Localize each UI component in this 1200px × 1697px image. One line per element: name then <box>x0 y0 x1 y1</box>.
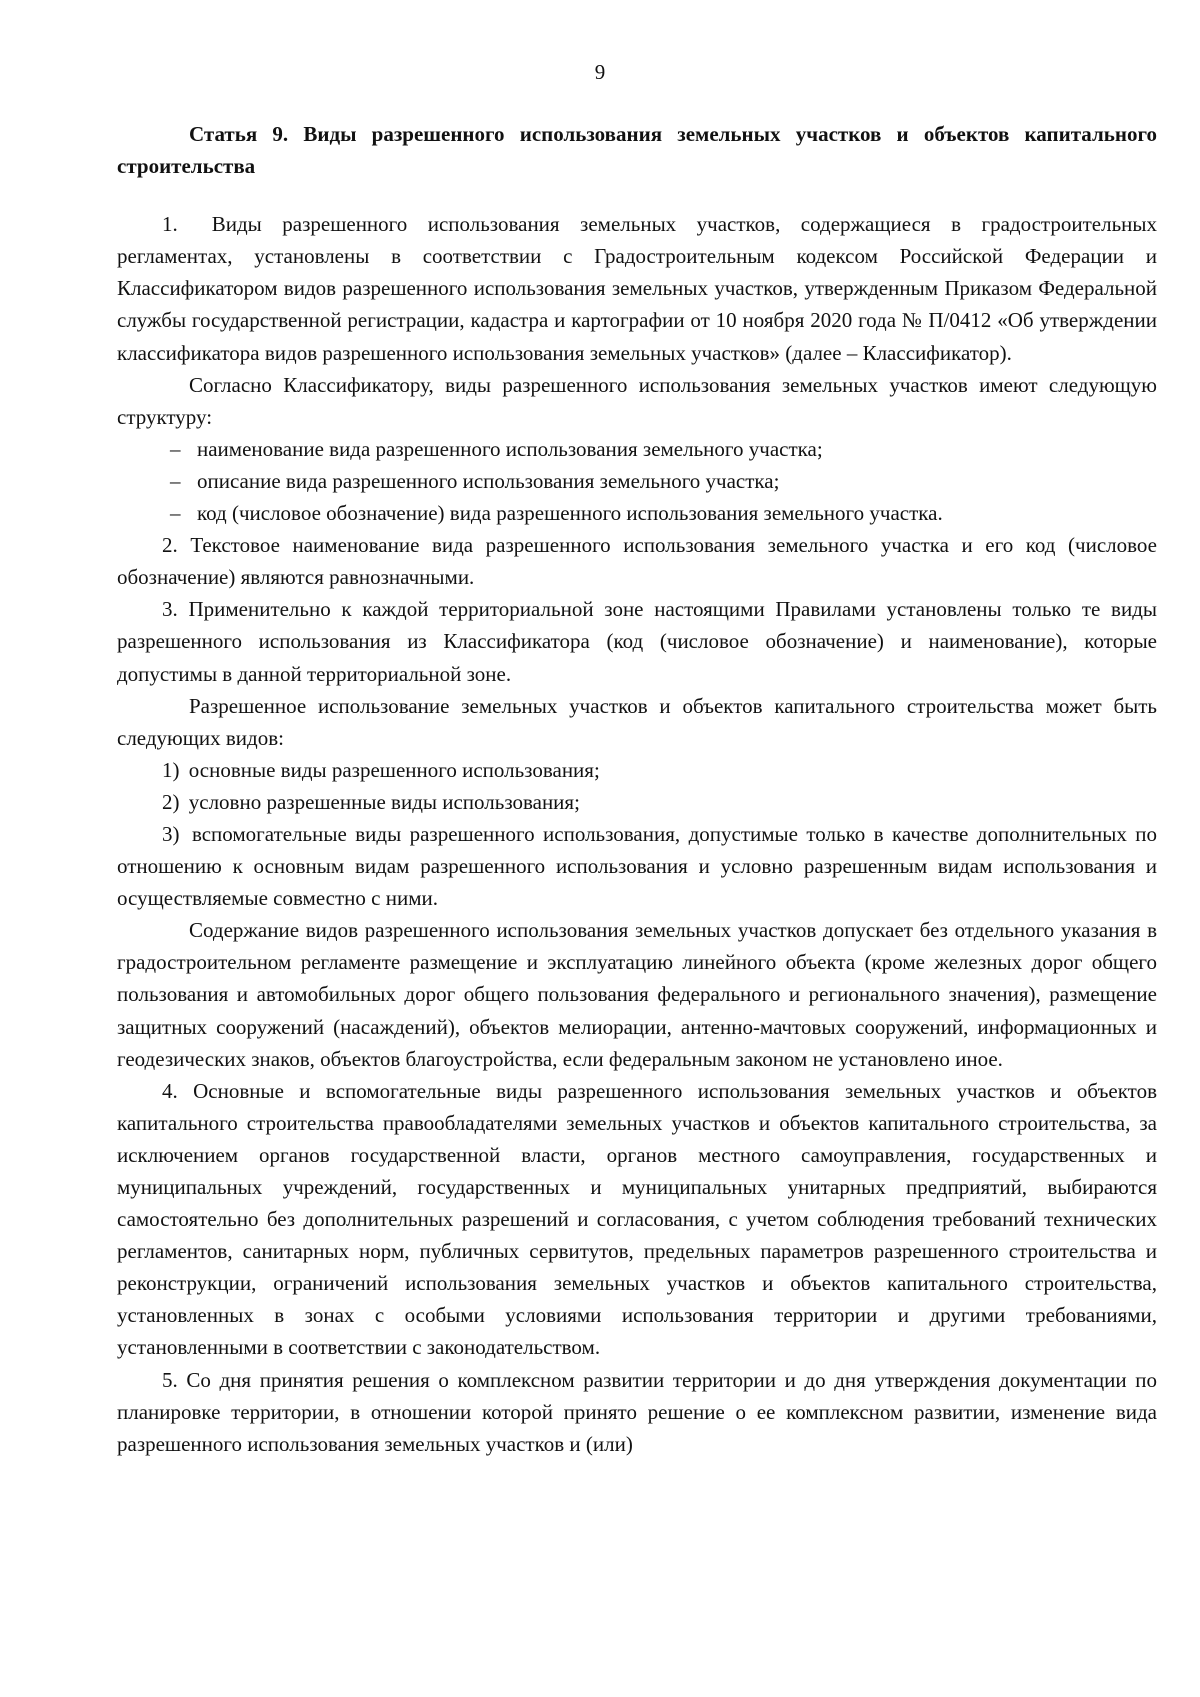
article-heading: Статья 9. Виды разрешенного использования земельных участков и объектов капитального строительства <box>117 122 1157 179</box>
paragraph-1 <box>117 208 1157 368</box>
item-number: 3) <box>162 821 180 846</box>
item-number: 1) <box>162 757 180 782</box>
list-item <box>117 433 1157 465</box>
paragraph-usage-types-intro: Разрешенное использование земельных участков и объектов капитального строительства может быть следующих видов: <box>117 693 1157 750</box>
paragraph-3: 3. Применительно к каждой территориальной зоне настоящими Правилами установлены только те виды разрешенного использования из Классификатора (код (числовое обозначение) и наименование), которые допустимы в данной территориальной зоне. <box>117 597 1157 686</box>
list-item-text: описание вида разрешенного использования земельного участка; <box>197 468 780 493</box>
paragraph-1-number: 1. <box>162 212 178 237</box>
paragraph-4: 4. Основные и вспомогательные виды разрешенного использования земельных участков и объектов капитального строительства правообладателями земельных участков и объектов капитального строительства, за исключением органов государственной власти, органов местного самоуправления, государственных и муниципальных учреждений, государственных и муниципальных унитарных предприятий, выбираются самостоятельно без дополнительных разрешений и согласования, с учетом соблюдения требований технических регламентов, санитарных норм, публичных сервитутов, предельных параметров разрешенного строительства и реконструкции, ограничений использования земельных участков и объектов капитального строительства, установленных в зонах с особыми условиями использования территории и другими требованиями, установленными в соответствии с законодательством. <box>117 1078 1157 1360</box>
dash-marker: – <box>170 501 181 526</box>
list-item-text: наименование вида разрешенного использования земельного участка; <box>197 436 823 461</box>
list-item <box>117 465 1157 497</box>
page-number: 9 <box>594 60 606 84</box>
list-item <box>117 497 1157 529</box>
paragraph-linear-objects: Содержание видов разрешенного использования земельных участков допускает без отдельного указания в градостроительном регламенте размещение и эксплуатацию линейного объекта (кроме железных дорог общего пользования и автомобильных дорог общего пользования федерального и регионального значения), размещение защитных сооружений (насаждений), объектов мелиорации, антенно-мачтовых сооружений, информационных и геодезических знаков, объектов благоустройства, если федеральным законом не установлено иное. <box>117 918 1157 1071</box>
paragraph-1-text: Виды разрешенного использования земельных участков, содержащиеся в градостроительных регламентах, установлены в соответствии с Градостроительным кодексом Российской Федерации и Классификатором видов разрешенного использования земельных участков, утвержденным Приказом Федеральной службы государственной регистрации, кадастра и картографии от 10 ноября 2020 года № П/0412 «Об утверждении классификатора видов разрешенного использования земельных участков» (далее – Классификатор). <box>117 212 1157 365</box>
list-item-text: код (числовое обозначение) вида разрешенного использования земельного участка. <box>197 501 943 526</box>
paragraph-2: 2. Текстовое наименование вида разрешенного использования земельного участка и его код (числовое обозначение) являются равнозначными. <box>117 533 1157 590</box>
numbered-item <box>117 754 1157 786</box>
item-number: 2) <box>162 789 180 814</box>
dash-marker: – <box>170 436 181 461</box>
dash-marker: – <box>170 468 181 493</box>
paragraph-5: 5. Со дня принятия решения о комплексном развитии территории и до дня утверждения документации по планировке территории, в отношении которой принято решение о ее комплексном развитии, изменение вида разрешенного использования земельных участков и (или) <box>117 1367 1157 1456</box>
paragraph-structure-intro: Согласно Классификатору, виды разрешенного использования земельных участков имеют следующую структуру: <box>117 372 1157 429</box>
item-text: основные виды разрешенного использования; <box>188 757 600 782</box>
article-body <box>117 118 1157 1460</box>
numbered-item <box>117 818 1157 914</box>
item-text: условно разрешенные виды использования; <box>188 789 580 814</box>
numbered-item <box>117 786 1157 818</box>
item-text: вспомогательные виды разрешенного использования, допустимые только в качестве дополнительных по отношению к основным видам разрешенного использования и условно разрешенным видам использования и осуществляемые совместно с ними. <box>117 821 1157 911</box>
